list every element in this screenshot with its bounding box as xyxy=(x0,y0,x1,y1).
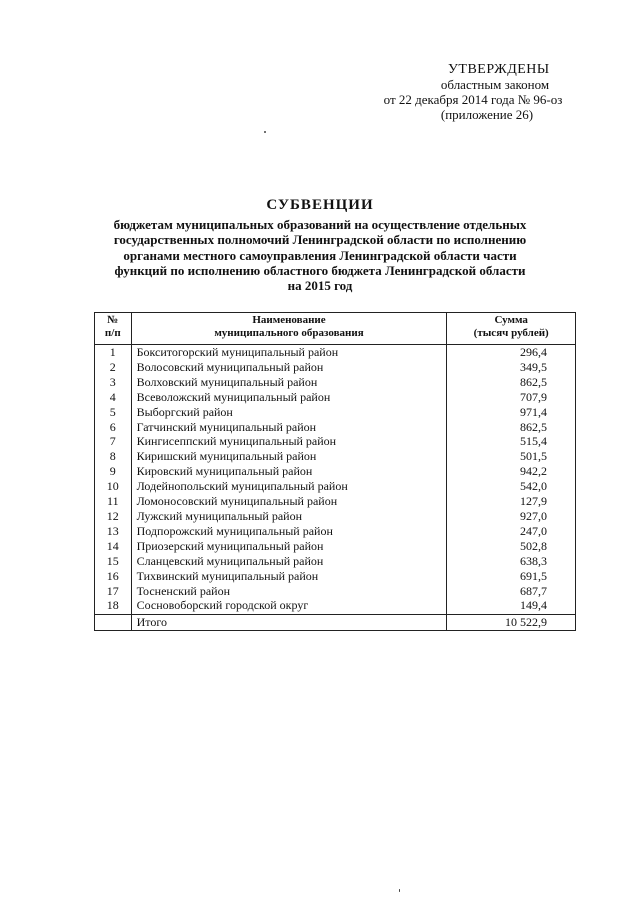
document-subtitle-line: бюджетам муниципальных образований на осуществление отдельных xyxy=(113,217,527,232)
scan-speck xyxy=(399,889,400,892)
row-sum: 687,7 xyxy=(447,584,576,599)
row-name: Сланцевский муниципальный район xyxy=(131,554,447,569)
approval-date: от 22 декабря 2014 года № 96-оз xyxy=(383,92,563,107)
header-name xyxy=(131,313,447,345)
document-subtitle-line: органами местного самоуправления Ленинградской области части xyxy=(123,247,517,263)
row-sum: 707,9 xyxy=(447,390,576,405)
document-subtitle-line: государственных полномочий Ленинградской области по исполнению xyxy=(113,232,527,248)
document-title-block xyxy=(100,197,540,293)
table-row xyxy=(95,584,576,599)
header-number xyxy=(95,313,132,345)
approval-appendix: (приложение 26) xyxy=(440,107,534,122)
row-name: Кингисеппский муниципальный район xyxy=(131,434,447,449)
row-number: 9 xyxy=(95,464,132,479)
row-number: 5 xyxy=(95,405,132,420)
row-name: Волосовский муниципальный район xyxy=(131,360,447,375)
table-row xyxy=(95,598,576,614)
table-row xyxy=(95,449,576,464)
row-number: 11 xyxy=(95,494,132,509)
header-number-line1: № xyxy=(107,314,119,326)
row-name: Бокситогорский муниципальный район xyxy=(131,345,447,360)
table-row xyxy=(95,524,576,539)
row-number: 12 xyxy=(95,509,132,524)
row-sum: 515,4 xyxy=(447,434,576,449)
row-sum: 502,8 xyxy=(447,539,576,554)
total-number-cell xyxy=(95,615,132,631)
document-title: СУБВЕНЦИИ xyxy=(266,197,374,213)
row-name: Сосновоборский городской округ xyxy=(131,598,447,614)
row-name: Гатчинский муниципальный район xyxy=(131,420,447,435)
table-row xyxy=(95,479,576,494)
header-sum xyxy=(447,313,576,345)
row-sum: 247,0 xyxy=(447,524,576,539)
row-number: 16 xyxy=(95,569,132,584)
row-name: Выборгский район xyxy=(131,405,447,420)
row-sum: 149,4 xyxy=(447,598,576,614)
subvention-table xyxy=(94,312,576,631)
row-number: 3 xyxy=(95,375,132,390)
row-sum: 927,0 xyxy=(447,509,576,524)
row-name: Лодейнопольский муниципальный район xyxy=(131,479,447,494)
row-number: 2 xyxy=(95,360,132,375)
header-name-line2: муниципального образования xyxy=(214,327,364,339)
row-sum: 862,5 xyxy=(447,420,576,435)
table-row xyxy=(95,360,576,375)
row-sum: 862,5 xyxy=(447,375,576,390)
table-row xyxy=(95,345,576,360)
row-number: 17 xyxy=(95,584,132,599)
table-row xyxy=(95,390,576,405)
row-sum: 971,4 xyxy=(447,405,576,420)
approval-law: областным законом xyxy=(440,77,550,92)
row-name: Ломоносовский муниципальный район xyxy=(131,494,447,509)
row-number: 10 xyxy=(95,479,132,494)
row-name: Волховский муниципальный район xyxy=(131,375,447,390)
row-sum: 638,3 xyxy=(447,554,576,569)
row-name: Подпорожский муниципальный район xyxy=(131,524,447,539)
row-sum: 296,4 xyxy=(447,345,576,360)
table-row xyxy=(95,375,576,390)
row-name: Тихвинский муниципальный район xyxy=(131,569,447,584)
row-sum: 942,2 xyxy=(447,464,576,479)
table-header-row xyxy=(95,313,576,345)
row-number: 4 xyxy=(95,390,132,405)
table-row xyxy=(95,554,576,569)
table-row xyxy=(95,509,576,524)
total-sum: 10 522,9 xyxy=(447,615,576,631)
row-name: Лужский муниципальный район xyxy=(131,509,447,524)
row-name: Киришский муниципальный район xyxy=(131,449,447,464)
row-name: Всеволожский муниципальный район xyxy=(131,390,447,405)
document-subtitle-line: на 2015 год xyxy=(287,278,353,294)
header-name-line1: Наименование xyxy=(252,314,326,326)
row-name: Приозерский муниципальный район xyxy=(131,539,447,554)
table-row xyxy=(95,569,576,584)
table-row xyxy=(95,494,576,509)
table-row xyxy=(95,405,576,420)
row-name: Тосненский район xyxy=(131,584,447,599)
scan-speck xyxy=(264,131,266,133)
row-sum: 691,5 xyxy=(447,569,576,584)
header-sum-line1: Сумма xyxy=(494,314,528,326)
row-number: 14 xyxy=(95,539,132,554)
table-body xyxy=(95,345,576,615)
row-sum: 542,0 xyxy=(447,479,576,494)
row-number: 8 xyxy=(95,449,132,464)
table-row xyxy=(95,464,576,479)
approval-stamp xyxy=(383,62,570,122)
table-total-row xyxy=(95,615,576,631)
row-sum: 349,5 xyxy=(447,360,576,375)
row-number: 13 xyxy=(95,524,132,539)
header-number-line2: п/п xyxy=(104,327,121,339)
total-label: Итого xyxy=(131,615,447,631)
row-number: 6 xyxy=(95,420,132,435)
row-number: 1 xyxy=(95,345,132,360)
row-number: 7 xyxy=(95,434,132,449)
document-subtitle-line: функций по исполнению областного бюджета Ленинградской области xyxy=(114,262,526,278)
row-sum: 127,9 xyxy=(447,494,576,509)
table-row xyxy=(95,420,576,435)
approval-title: УТВЕРЖДЕНЫ xyxy=(448,62,550,77)
row-number: 18 xyxy=(95,598,132,614)
table-row xyxy=(95,434,576,449)
table-row xyxy=(95,539,576,554)
header-sum-line2: (тысяч рублей) xyxy=(473,327,549,339)
row-number: 15 xyxy=(95,554,132,569)
row-name: Кировский муниципальный район xyxy=(131,464,447,479)
row-sum: 501,5 xyxy=(447,449,576,464)
